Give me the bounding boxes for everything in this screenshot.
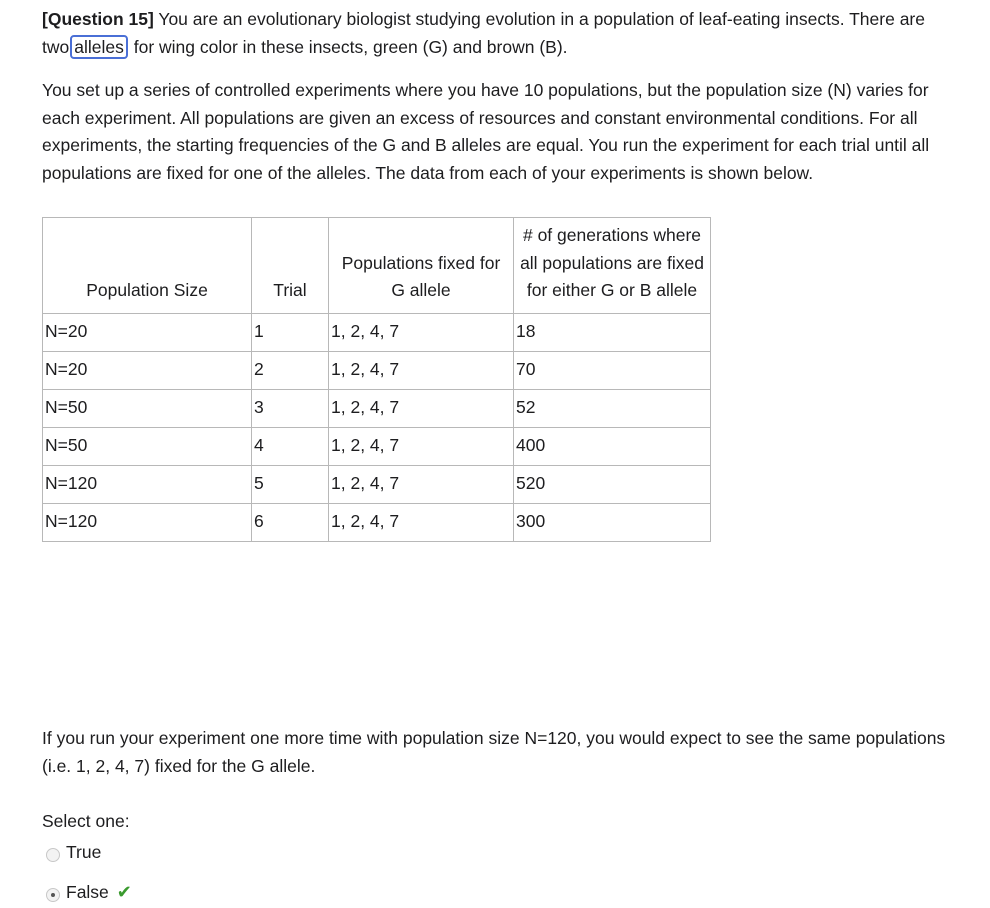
question-intro xyxy=(42,6,947,61)
cell-generations: 300 xyxy=(514,503,711,541)
cell-population-size: N=50 xyxy=(43,389,252,427)
cell-generations: 70 xyxy=(514,351,711,389)
question-prompt: If you run your experiment one more time with population size N=120, you would expect to see the same populations (i.e. 1, 2, 4, 7) fixed for the G allele. xyxy=(42,728,946,776)
cell-trial: 5 xyxy=(252,465,329,503)
cell-populations-fixed: 1, 2, 4, 7 xyxy=(329,427,514,465)
cell-populations-fixed: 1, 2, 4, 7 xyxy=(329,351,514,389)
intro-text-start: You are an evolutionary biologist studying evolution in a population of leaf-eating insects. There are two xyxy=(42,9,925,57)
checkmark-icon: ✔ xyxy=(116,882,132,902)
cell-generations: 400 xyxy=(514,427,711,465)
cell-trial: 6 xyxy=(252,503,329,541)
header-populations-fixed: Populations fixed for G allele xyxy=(329,218,514,314)
cell-trial: 1 xyxy=(252,313,329,351)
intro-text-end: for wing color in these insects, green (G) and brown (B). xyxy=(128,36,568,57)
cell-generations: 18 xyxy=(514,313,711,351)
header-population-size: Population Size xyxy=(43,218,252,314)
cell-trial: 3 xyxy=(252,389,329,427)
cell-population-size: N=50 xyxy=(43,427,252,465)
cell-trial: 4 xyxy=(252,427,329,465)
select-one-label: Select one: xyxy=(42,811,130,831)
experiment-data-table xyxy=(42,217,711,542)
option-false[interactable] xyxy=(46,879,132,907)
table-row xyxy=(43,389,711,427)
highlighted-term: alleles xyxy=(70,35,128,59)
header-trial: Trial xyxy=(252,218,329,314)
table-row xyxy=(43,465,711,503)
cell-generations: 52 xyxy=(514,389,711,427)
table-row xyxy=(43,313,711,351)
table-row xyxy=(43,427,711,465)
cell-population-size: N=120 xyxy=(43,465,252,503)
cell-population-size: N=20 xyxy=(43,351,252,389)
radio-true[interactable] xyxy=(46,848,60,862)
cell-populations-fixed: 1, 2, 4, 7 xyxy=(329,313,514,351)
cell-populations-fixed: 1, 2, 4, 7 xyxy=(329,389,514,427)
cell-populations-fixed: 1, 2, 4, 7 xyxy=(329,503,514,541)
cell-population-size: N=120 xyxy=(43,503,252,541)
table-header-row xyxy=(43,218,711,314)
question-container xyxy=(42,6,947,902)
cell-populations-fixed: 1, 2, 4, 7 xyxy=(329,465,514,503)
question-setup: You set up a series of controlled experiments where you have 10 populations, but the population size (N) varies for each experiment. All populations are given an excess of resources and constant environmental conditions. For all experiments, the starting frequencies of the G and B alleles are equal. You run the experiment for each trial until all populations are fixed for one of the alleles. The data from each of your experiments is shown below. xyxy=(42,80,930,183)
table-row xyxy=(43,503,711,541)
cell-population-size: N=20 xyxy=(43,313,252,351)
radio-false[interactable] xyxy=(46,888,60,902)
cell-generations: 520 xyxy=(514,465,711,503)
cell-trial: 2 xyxy=(252,351,329,389)
question-number: [Question 15] xyxy=(42,9,154,29)
option-false-label[interactable]: False xyxy=(66,882,109,902)
option-true-label[interactable]: True xyxy=(66,842,102,862)
table-row xyxy=(43,351,711,389)
header-generations: # of generations where all populations are fixed for either G or B allele xyxy=(514,218,711,314)
option-true[interactable] xyxy=(46,839,101,867)
